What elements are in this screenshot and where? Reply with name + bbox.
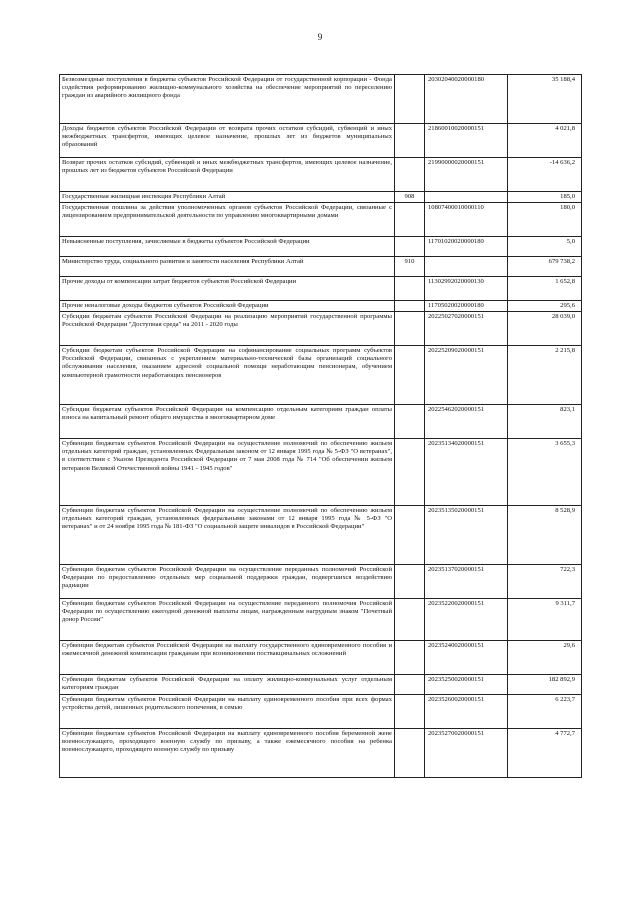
row-amount: 29,6 bbox=[508, 641, 582, 675]
table-row bbox=[60, 124, 582, 158]
table-row bbox=[60, 312, 582, 346]
row-amount: 2 215,8 bbox=[508, 346, 582, 405]
row-description: Субсидии бюджетам субъектов Российской Федерации на реализацию мероприятий государственной программы Российской Федерации "Доступная среда" на 2011 - 2020 годы bbox=[60, 312, 395, 346]
row-amount: 185,0 bbox=[508, 192, 582, 203]
row-admin-code bbox=[395, 641, 425, 675]
row-budget-code: 20225209020000151 bbox=[425, 346, 508, 405]
table-row bbox=[60, 695, 582, 729]
table-row bbox=[60, 565, 582, 599]
row-description: Министерство труда, социального развития и занятости населения Республики Алтай bbox=[60, 257, 395, 277]
table-row bbox=[60, 203, 582, 237]
row-amount: 180,0 bbox=[508, 203, 582, 237]
row-admin-code bbox=[395, 277, 425, 301]
row-amount: 679 738,2 bbox=[508, 257, 582, 277]
row-admin-code bbox=[395, 346, 425, 405]
row-description: Возврат прочих остатков субсидий, субвенций и иных межбюджетных трансфертов, имеющих целевое назначение, прошлых лет из бюджетов субъектов Российской Федерации bbox=[60, 158, 395, 192]
row-amount: 1 652,8 bbox=[508, 277, 582, 301]
row-admin-code: 910 bbox=[395, 257, 425, 277]
row-admin-code bbox=[395, 695, 425, 729]
table-row bbox=[60, 405, 582, 439]
row-budget-code: 21860010020000151 bbox=[425, 124, 508, 158]
row-description: Безвозмездные поступления в бюджеты субъектов Российской Федерации от государственной корпорации - Фонда содействия реформированию жилищно-коммунального хозяйства на обеспечение мероприятий по переселению граждан из аварийного жилищного фонда bbox=[60, 75, 395, 124]
row-budget-code: 20225462020000151 bbox=[425, 405, 508, 439]
row-budget-code: 20235137020000151 bbox=[425, 565, 508, 599]
revenue-table-body bbox=[60, 75, 582, 778]
row-description: Государственная жилищная инспекция Республики Алтай bbox=[60, 192, 395, 203]
row-admin-code bbox=[395, 158, 425, 192]
row-amount: 4 772,7 bbox=[508, 729, 582, 778]
row-admin-code bbox=[395, 506, 425, 565]
row-amount: 35 188,4 bbox=[508, 75, 582, 124]
row-admin-code bbox=[395, 203, 425, 237]
table-row bbox=[60, 192, 582, 203]
row-admin-code bbox=[395, 124, 425, 158]
row-budget-code bbox=[425, 257, 508, 277]
row-admin-code bbox=[395, 301, 425, 312]
row-description: Субвенции бюджетам субъектов Российской Федерации на оплату жилищно-коммунальных услуг отдельным категориям граждан bbox=[60, 675, 395, 695]
row-budget-code: 20235220020000151 bbox=[425, 599, 508, 641]
row-budget-code: 11701020020000180 bbox=[425, 237, 508, 257]
table-row bbox=[60, 237, 582, 257]
row-budget-code: 10807400010000110 bbox=[425, 203, 508, 237]
row-budget-code: 20235240020000151 bbox=[425, 641, 508, 675]
row-amount: 182 892,9 bbox=[508, 675, 582, 695]
row-budget-code: 20302040020000180 bbox=[425, 75, 508, 124]
table-row bbox=[60, 301, 582, 312]
row-budget-code: 20235134020000151 bbox=[425, 439, 508, 506]
row-budget-code: 11302992020000130 bbox=[425, 277, 508, 301]
row-amount: 9 311,7 bbox=[508, 599, 582, 641]
row-amount: 6 223,7 bbox=[508, 695, 582, 729]
row-description: Субсидии бюджетам субъектов Российской Федерации на софинансирование социальных программ субъектов Российской Федерации, связанных с укреплением материально-технической базы организаций социального обслуживания населения, оказанием адресной социальной помощи неработающим пенсионерам, обучением компьютерной грамотности неработающих пенсионеров bbox=[60, 346, 395, 405]
row-description: Субвенции бюджетам субъектов Российской Федерации на осуществление полномочий по обеспечению жильем отдельных категорий граждан, установленных Федеральным законом от 12 января 1995 года № 5-ФЗ "О ветеранах", в соответствии с Указом Президента Российской Федерации от 7 мая 2008 года № 714 "Об обеспечении жильем ветеранов Великой Отечественной войны 1941 - 1945 годов" bbox=[60, 439, 395, 506]
row-description: Субсидии бюджетам субъектов Российской Федерации на компенсацию отдельным категориям граждан оплаты взноса на капитальный ремонт общего имущества в многоквартирном доме bbox=[60, 405, 395, 439]
row-budget-code: 20235270020000151 bbox=[425, 729, 508, 778]
row-description: Прочие неналоговые доходы бюджетов субъектов Российской Федерации bbox=[60, 301, 395, 312]
page-number: 9 bbox=[317, 32, 323, 42]
table-row bbox=[60, 346, 582, 405]
row-admin-code bbox=[395, 439, 425, 506]
row-admin-code bbox=[395, 75, 425, 124]
row-admin-code bbox=[395, 729, 425, 778]
row-budget-code: 20235135020000151 bbox=[425, 506, 508, 565]
table-row bbox=[60, 75, 582, 124]
row-admin-code bbox=[395, 565, 425, 599]
row-budget-code: 20235260020000151 bbox=[425, 695, 508, 729]
table-row bbox=[60, 257, 582, 277]
row-description: Субвенции бюджетам субъектов Российской Федерации на осуществление переданного полномочия Российской Федерации по осуществлению ежегодной денежной выплаты лицам, награжденным нагрудным знаком "Почетный донор России" bbox=[60, 599, 395, 641]
revenue-table bbox=[59, 74, 582, 778]
row-description: Субвенции бюджетам субъектов Российской Федерации на осуществление переданных полномочий Российской Федерации по предоставлению отдельных мер социальной поддержки граждан, подвергшихся воздействию радиации bbox=[60, 565, 395, 599]
row-budget-code bbox=[425, 192, 508, 203]
row-description: Субвенции бюджетам субъектов Российской Федерации на выплату государственного единовременного пособия и ежемесячной денежной компенсации гражданам при возникновении поствакцинальных осложнений bbox=[60, 641, 395, 675]
row-admin-code bbox=[395, 405, 425, 439]
table-row bbox=[60, 599, 582, 641]
row-description: Субвенции бюджетам субъектов Российской Федерации на осуществление полномочий по обеспечению жильем отдельных категорий граждан, установленных федеральными законами от 12 января 1995 года № 5-ФЗ "О ветеранах" и от 24 ноября 1995 года № 181-ФЗ "О социальной защите инвалидов в Российской Федерации" bbox=[60, 506, 395, 565]
row-budget-code: 11705020020000180 bbox=[425, 301, 508, 312]
row-amount: 4 021,8 bbox=[508, 124, 582, 158]
row-amount: 5,0 bbox=[508, 237, 582, 257]
row-amount: 8 528,9 bbox=[508, 506, 582, 565]
row-amount: 823,1 bbox=[508, 405, 582, 439]
row-amount: 295,6 bbox=[508, 301, 582, 312]
row-amount: 722,3 bbox=[508, 565, 582, 599]
row-description: Государственная пошлина за действия уполномоченных органов субъектов Российской Федерации, связанные с лицензированием предпринимательской деятельности по управлению многоквартирными домами bbox=[60, 203, 395, 237]
row-budget-code: 20235250020000151 bbox=[425, 675, 508, 695]
table-row bbox=[60, 277, 582, 301]
table-row bbox=[60, 641, 582, 675]
table-row bbox=[60, 439, 582, 506]
table-row bbox=[60, 675, 582, 695]
table-row bbox=[60, 506, 582, 565]
row-amount: -14 636,2 bbox=[508, 158, 582, 192]
row-admin-code bbox=[395, 237, 425, 257]
row-admin-code bbox=[395, 675, 425, 695]
row-amount: 3 655,3 bbox=[508, 439, 582, 506]
row-description: Невыясненные поступления, зачисляемые в бюджеты субъектов Российской Федерации bbox=[60, 237, 395, 257]
row-amount: 28 039,0 bbox=[508, 312, 582, 346]
row-admin-code bbox=[395, 312, 425, 346]
row-description: Прочие доходы от компенсации затрат бюджетов субъектов Российской Федерации bbox=[60, 277, 395, 301]
table-row bbox=[60, 729, 582, 778]
row-budget-code: 20225027020000151 bbox=[425, 312, 508, 346]
row-admin-code: 908 bbox=[395, 192, 425, 203]
row-admin-code bbox=[395, 599, 425, 641]
table-row bbox=[60, 158, 582, 192]
row-description: Доходы бюджетов субъектов Российской Федерации от возврата прочих остатков субсидий, субвенций и иных межбюджетных трансфертов, имеющих целевое назначение, прошлых лет из бюджетов муниципальных образований bbox=[60, 124, 395, 158]
row-budget-code: 21990000020000151 bbox=[425, 158, 508, 192]
row-description: Субвенции бюджетам субъектов Российской Федерации на выплату единовременного пособия при всех формах устройства детей, лишенных родительского попечения, в семью bbox=[60, 695, 395, 729]
row-description: Субвенции бюджетам субъектов Российской Федерации на выплату единовременного пособия беременной жене военнослужащего, проходящего военную службу по призыву, а также ежемесячного пособия на ребенка военнослужащего, проходящего военную службу по призыву bbox=[60, 729, 395, 778]
